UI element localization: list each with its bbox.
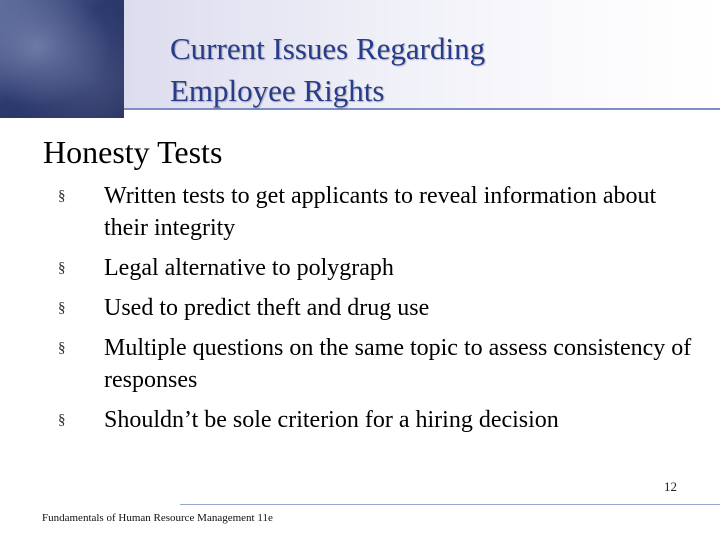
footer-text: Fundamentals of Human Resource Management 11e (42, 512, 273, 524)
footer-divider (180, 504, 720, 505)
square-bullet-icon: § (58, 260, 66, 276)
bullet-text: Legal alternative to polygraph (104, 255, 394, 281)
slide-title-line-2: Employee Rights (170, 73, 385, 108)
bullet-item (58, 180, 698, 244)
square-bullet-icon: § (58, 412, 66, 428)
square-bullet-icon: § (58, 188, 66, 204)
bullet-item (58, 332, 698, 396)
bullet-item (58, 292, 698, 324)
square-bullet-icon: § (58, 300, 66, 316)
bullet-text: Shouldn’t be sole criterion for a hiring decision (104, 407, 559, 433)
bullet-list (58, 180, 698, 444)
slide-title (170, 28, 485, 112)
section-heading: Honesty Tests (43, 134, 223, 170)
slide-title-line-1: Current Issues Regarding (170, 31, 486, 66)
bullet-text: Written tests to get applicants to reveal information about their integrity (104, 183, 657, 241)
bullet-item (58, 252, 698, 284)
header-photo (0, 0, 124, 118)
square-bullet-icon: § (58, 340, 66, 356)
bullet-item (58, 404, 698, 436)
bullet-text: Used to predict theft and drug use (104, 295, 430, 321)
bullet-text: Multiple questions on the same topic to assess consistency of responses (104, 335, 692, 393)
page-number: 12 (664, 479, 677, 494)
